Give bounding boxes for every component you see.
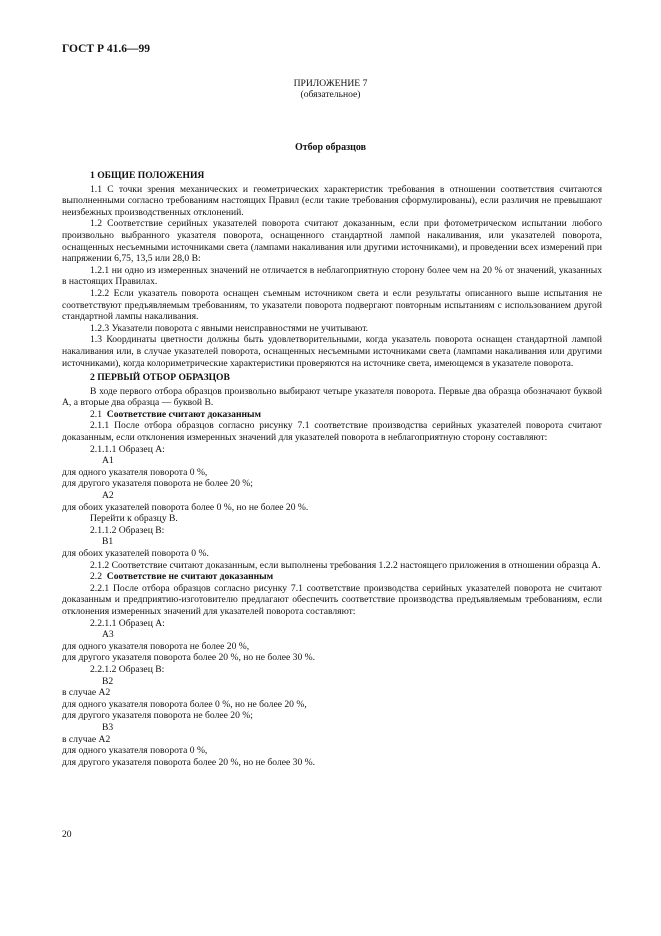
label-a1: А1 xyxy=(102,455,114,467)
paragraph-2-intro: В ходе первого отбора образцов произвольно выбирают четыре указателя поворота. Первые два образца обозначают буквой А, а вторые два образца — буквой В. xyxy=(62,385,602,409)
label-b1: В1 xyxy=(102,536,114,548)
line-b3-case: в случае А2 xyxy=(62,733,111,745)
appendix-header xyxy=(62,78,599,100)
label-a2: А2 xyxy=(102,490,114,502)
subsection-2-2 xyxy=(62,571,602,583)
document-body xyxy=(62,167,602,768)
line-a3-2: для другого указателя поворота более 20 %, но не более 30 %. xyxy=(62,652,316,664)
document-id: ГОСТ Р 41.6—99 xyxy=(62,43,150,55)
paragraph-2-2-1-1: 2.2.1.1 Образец А: xyxy=(90,617,165,629)
line-b2-case: в случае А2 xyxy=(62,687,111,699)
paragraph-2-1-2: 2.1.2 Соответствие считают доказанным, если выполнены требования 1.2.2 настоящего приложения в отношении образца А. xyxy=(90,559,601,571)
paragraph-2-1-1-2: 2.1.1.2 Образец В: xyxy=(90,524,165,536)
page-title: Отбор образцов xyxy=(294,142,367,153)
paragraph-1-2: 1.2 Соответствие серийных указателей поворота считают доказанным, если при фотометрическом испытании любого произвольно выбранного указателя поворота, оснащенного стандартной лампой накаливания, или указателей поворота, оснащенных несъемными источниками света (лампами накаливания или другими источниками), и проведении всех измерений при напряжении 6,75, 13,5 или 28,0 В: xyxy=(62,218,602,265)
subsection-2-2-title: Соответствие не считают доказанным xyxy=(106,571,274,583)
line-a1-2: для другого указателя поворота не более 20 %; xyxy=(62,478,253,490)
appendix-subtitle: (обязательное) xyxy=(300,89,361,100)
line-b1-1: для обоих указателей поворота 0 %. xyxy=(62,548,209,559)
paragraph-1-3: 1.3 Координаты цветности должны быть удовлетворительными, когда указатель поворота оснащен стандартной лампой накаливания или, в случае указателей поворота, оснащенных несъемными источниками света (лампами накаливания или другими источниками), когда колориметрические характеристики проверяются на источнике света, имеющемся в указателе поворота. xyxy=(62,334,602,369)
subsection-2-2-number: 2.2 xyxy=(90,571,102,583)
paragraph-2-2-1: 2.2.1 После отбора образцов согласно рисунку 7.1 соответствие производства серийных указателей поворота не считают доказанным и предприятию-изготовителю предлагают обеспечить соответствие производства предъявляемым требованиям, если отклонения измеренных значений для указателей поворота составляют: xyxy=(62,582,602,617)
line-a1-1: для одного указателя поворота 0 %, xyxy=(62,466,208,478)
label-a3: А3 xyxy=(102,629,114,641)
section-2-heading: 2 ПЕРВЫЙ ОТБОР ОБРАЗЦОВ xyxy=(90,372,230,384)
label-b2: В2 xyxy=(102,675,114,687)
subsection-2-1-number: 2.1 xyxy=(90,408,102,420)
subsection-2-1-title: Соответствие считают доказанным xyxy=(106,408,262,420)
paragraph-2-1-1-1: 2.1.1.1 Образец А: xyxy=(90,443,165,455)
line-b2-2: для другого указателя поворота не более 20 %; xyxy=(62,710,253,722)
paragraph-2-2-1-2: 2.2.1.2 Образец В: xyxy=(90,663,165,675)
paragraph-1-1: 1.1 С точки зрения механических и геометрических характеристик требования в отношении соответствия считаются выполненными согласно требованиям настоящих Правил (если такие требования сформулированы), если различия не превышают неизбежных производственных отклонений. xyxy=(62,183,602,218)
paragraph-1-2-3: 1.2.3 Указатели поворота с явными неисправностями не учитывают. xyxy=(90,322,369,334)
line-a2-1: для обоих указателей поворота более 0 %, но не более 20 %. xyxy=(62,501,309,513)
label-b3: В3 xyxy=(102,721,114,733)
paragraph-1-2-2: 1.2.2 Если указатель поворота оснащен съемным источником света и если результаты описанного выше испытания не соответствуют предъявляемым требованиям, то указатели поворота подвергают повторным испытаниям с использованием другой стандартной лампы накаливания. xyxy=(62,287,602,323)
section-1-heading: 1 ОБЩИЕ ПОЛОЖЕНИЯ xyxy=(90,170,205,181)
paragraph-1-2-1: 1.2.1 ни одно из измеренных значений не отличается в неблагоприятную сторону более чем на 20 % от значений, указанных в настоящих Правилах. xyxy=(62,264,602,288)
line-go-to-b: Перейти к образцу В. xyxy=(90,513,178,525)
line-b2-1: для одного указателя поворота более 0 %, но не более 20 %, xyxy=(62,698,307,710)
line-a3-1: для одного указателя поворота не более 20 %, xyxy=(62,640,250,652)
appendix-title: ПРИЛОЖЕНИЕ 7 xyxy=(293,78,368,89)
line-b3-1: для одного указателя поворота 0 %, xyxy=(62,745,208,757)
page-number: 20 xyxy=(62,829,72,840)
subsection-2-1 xyxy=(62,409,602,421)
line-b3-2: для другого указателя поворота более 20 %, но не более 30 %. xyxy=(62,756,316,768)
paragraph-2-1-1: 2.1.1 После отбора образцов согласно рисунку 7.1 соответствие производства серийных указателей поворота считают доказанным, если отклонения измеренных значений для указателей поворота в неблагоприятную сторону составляют: xyxy=(62,420,602,444)
